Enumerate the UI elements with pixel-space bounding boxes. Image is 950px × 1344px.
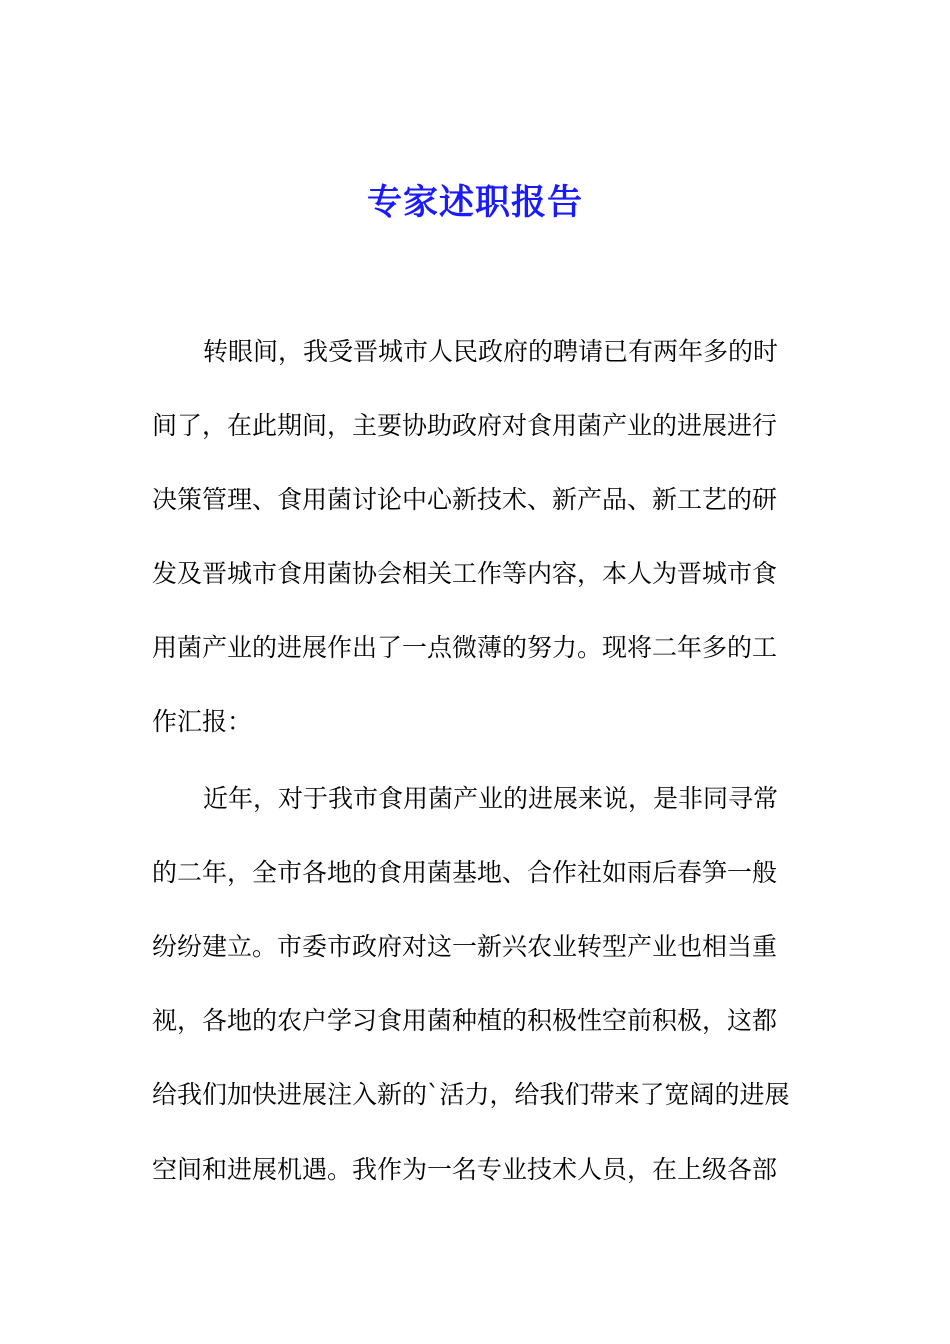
paragraph-line: 给我们加快进展注入新的`活力，给我们带来了宽阔的进展 <box>152 1080 790 1109</box>
paragraph-line: 转眼间，我受晋城市人民政府的聘请已有两年多的时 <box>203 337 779 366</box>
paragraph-line: 决策管理、食用菌讨论中心新技术、新产品、新工艺的研 <box>152 485 778 514</box>
paragraph-line: 的二年，全市各地的食用菌基地、合作社如雨后春笋一般 <box>152 858 778 887</box>
paragraph-line: 视，各地的农户学习食用菌种植的积极性空前积极，这都 <box>152 1006 778 1035</box>
paragraph-line: 发及晋城市食用菌协会相关工作等内容，本人为晋城市食 <box>152 559 778 588</box>
paragraph-line: 近年，对于我市食用菌产业的进展来说，是非同寻常 <box>203 784 779 813</box>
paragraph-line: 间了，在此期间，主要协助政府对食用菌产业的进展进行 <box>152 411 778 440</box>
document-title: 专家述职报告 <box>366 182 583 223</box>
paragraph-line: 作汇报： <box>152 707 253 736</box>
paragraph-line: 纷纷建立。市委市政府对这一新兴农业转型产业也相当重 <box>152 932 778 961</box>
paragraph-line: 用菌产业的进展作出了一点微薄的努力。现将二年多的工 <box>152 633 778 662</box>
paragraph-line: 空间和进展机遇。我作为一名专业技术人员，在上级各部 <box>152 1155 778 1184</box>
